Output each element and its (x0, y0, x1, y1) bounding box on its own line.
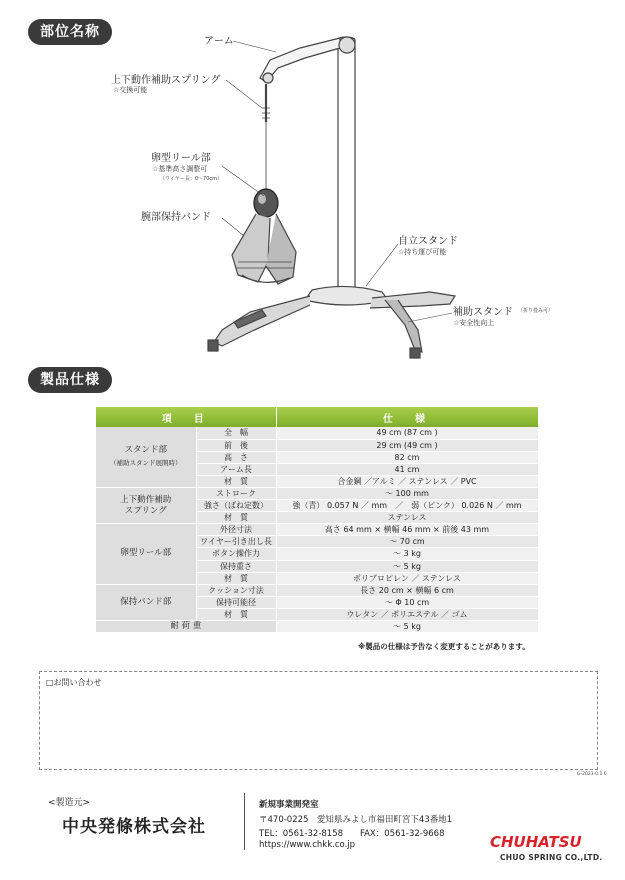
spec-note: ※製品の仕様は予告なく変更することがあります。 (358, 642, 530, 651)
spec-item: クッション寸法 (196, 584, 276, 596)
label-band: 腕部保持バンド (141, 212, 211, 223)
spec-row (96, 487, 538, 499)
label-arm: アーム (204, 36, 234, 47)
spec-item: ボタン操作力 (196, 548, 276, 560)
spec-item: 保持可能径 (196, 596, 276, 608)
spec-group-label-line2: スプリング (124, 505, 167, 516)
spec-value: ウレタン ／ ポリエステル ／ ゴム (276, 608, 538, 620)
footer-divider (244, 793, 245, 850)
spec-item: 材 質 (196, 512, 276, 524)
spec-value: 41 cm (276, 463, 538, 475)
spec-value: ～ 70 cm (276, 536, 538, 548)
spec-item: 外径寸法 (196, 524, 276, 536)
spec-item: 前 後 (196, 439, 276, 451)
label-reel-note: ☆基準高さ調整可 (152, 165, 208, 173)
spec-item: 全 幅 (196, 427, 276, 439)
label-spring-note: ☆交換可能 (113, 86, 148, 94)
spec-group-label: スタンド部 (124, 444, 167, 455)
inquiry-label: □お問い合わせ (46, 678, 102, 687)
spec-row (96, 427, 538, 439)
spec-group-label: 卵型リール部 (120, 548, 172, 559)
header-spec: 仕 様 (276, 407, 538, 427)
spec-value: ステンレス (276, 512, 538, 524)
spec-item: 高 さ (196, 451, 276, 463)
spec-table-header (96, 407, 538, 427)
spec-item: 強さ（ばね定数） (196, 500, 276, 512)
spec-value: 49 cm (87 cm ) (276, 427, 538, 439)
spec-item: ワイヤー引き出し長 (196, 536, 276, 548)
spec-value: 合金鋼 ／アルミ ／ ステンレス ／ PVC (276, 475, 538, 487)
spec-value: 高さ 64 mm × 横幅 46 mm × 前後 43 mm (276, 524, 538, 536)
label-stand-note: ☆持ち運び可能 (398, 248, 447, 256)
load-value: ～ 5 kg (276, 621, 538, 633)
spec-item: ストローク (196, 487, 276, 499)
spec-value: ～ Φ 10 cm (276, 596, 538, 608)
phone-fax: TEL：0561-32-8158 FAX：0561-32-9668 (259, 829, 445, 839)
manufacturer-tag: <製造元> (48, 798, 91, 808)
load-label: 耐 荷 重 (96, 621, 276, 633)
spec-group (96, 584, 196, 620)
label-stand: 自立スタンド (398, 236, 458, 247)
spec-value: ～ 5 kg (276, 560, 538, 572)
spec-item: 材 質 (196, 608, 276, 620)
section-title-parts: 部位名称 (28, 19, 112, 45)
spec-group-label: 保持バンド部 (120, 596, 172, 607)
label-spring: 上下動作補助スプリング (111, 75, 221, 86)
website-link[interactable]: https://www.chkk.co.jp (259, 840, 356, 850)
label-reel: 卵型リール部 (151, 153, 211, 164)
spec-group (96, 427, 196, 487)
spec-row (96, 524, 538, 536)
spec-value: ポリプロピレン ／ ステンレス (276, 572, 538, 584)
spec-value: 82 cm (276, 451, 538, 463)
company-name: 中央発條株式会社 (62, 817, 206, 837)
label-aux-stand-note: ☆安全性向上 (453, 319, 495, 327)
brand-logo (490, 832, 620, 870)
spec-group-label: 上下動作補助 (120, 494, 172, 505)
label-aux-stand: 補助スタンド (453, 307, 513, 318)
stand-illustration (0, 0, 625, 380)
spec-item: 材 質 (196, 475, 276, 487)
spec-value: 長さ 20 cm × 横幅 6 cm (276, 584, 538, 596)
brand-subtitle: CHUO SPRING CO.,LTD. (500, 853, 603, 862)
spec-row-load (96, 621, 538, 633)
spec-table (96, 407, 539, 633)
label-reel-wire: （ワイヤー長：0～70cm） (160, 176, 223, 182)
product-diagram (0, 0, 625, 380)
spec-item: 保持重さ (196, 560, 276, 572)
department: 新規事業開発室 (259, 800, 319, 810)
spec-group-sublabel: （補助スタンド展開時） (110, 458, 182, 467)
spec-value: ～ 100 mm (276, 487, 538, 499)
spec-row (96, 584, 538, 596)
spec-table-body (96, 427, 538, 633)
spec-group (96, 487, 196, 523)
spec-value: ～ 3 kg (276, 548, 538, 560)
spec-item: アーム長 (196, 463, 276, 475)
label-aux-stand-small: （折り畳み可） (518, 308, 554, 314)
brand-wordmark: CHUHATSU (490, 833, 582, 851)
spec-item: 材 質 (196, 572, 276, 584)
spec-value: 強（青） 0.057 N ／ mm ／ 弱（ピンク） 0.026 N ／ mm (276, 500, 538, 512)
header-item: 項 目 (96, 407, 276, 427)
section-title-spec: 製品仕様 (28, 367, 112, 393)
spec-value: 29 cm (49 cm ) (276, 439, 538, 451)
address: 〒470-0225 愛知県みよし市福田町宮下43番地1 (259, 815, 453, 825)
pole-outline (338, 40, 355, 292)
inquiry-box (39, 671, 598, 770)
spec-group (96, 524, 196, 584)
doc-code: G-2023-0 1 0 (577, 772, 607, 777)
